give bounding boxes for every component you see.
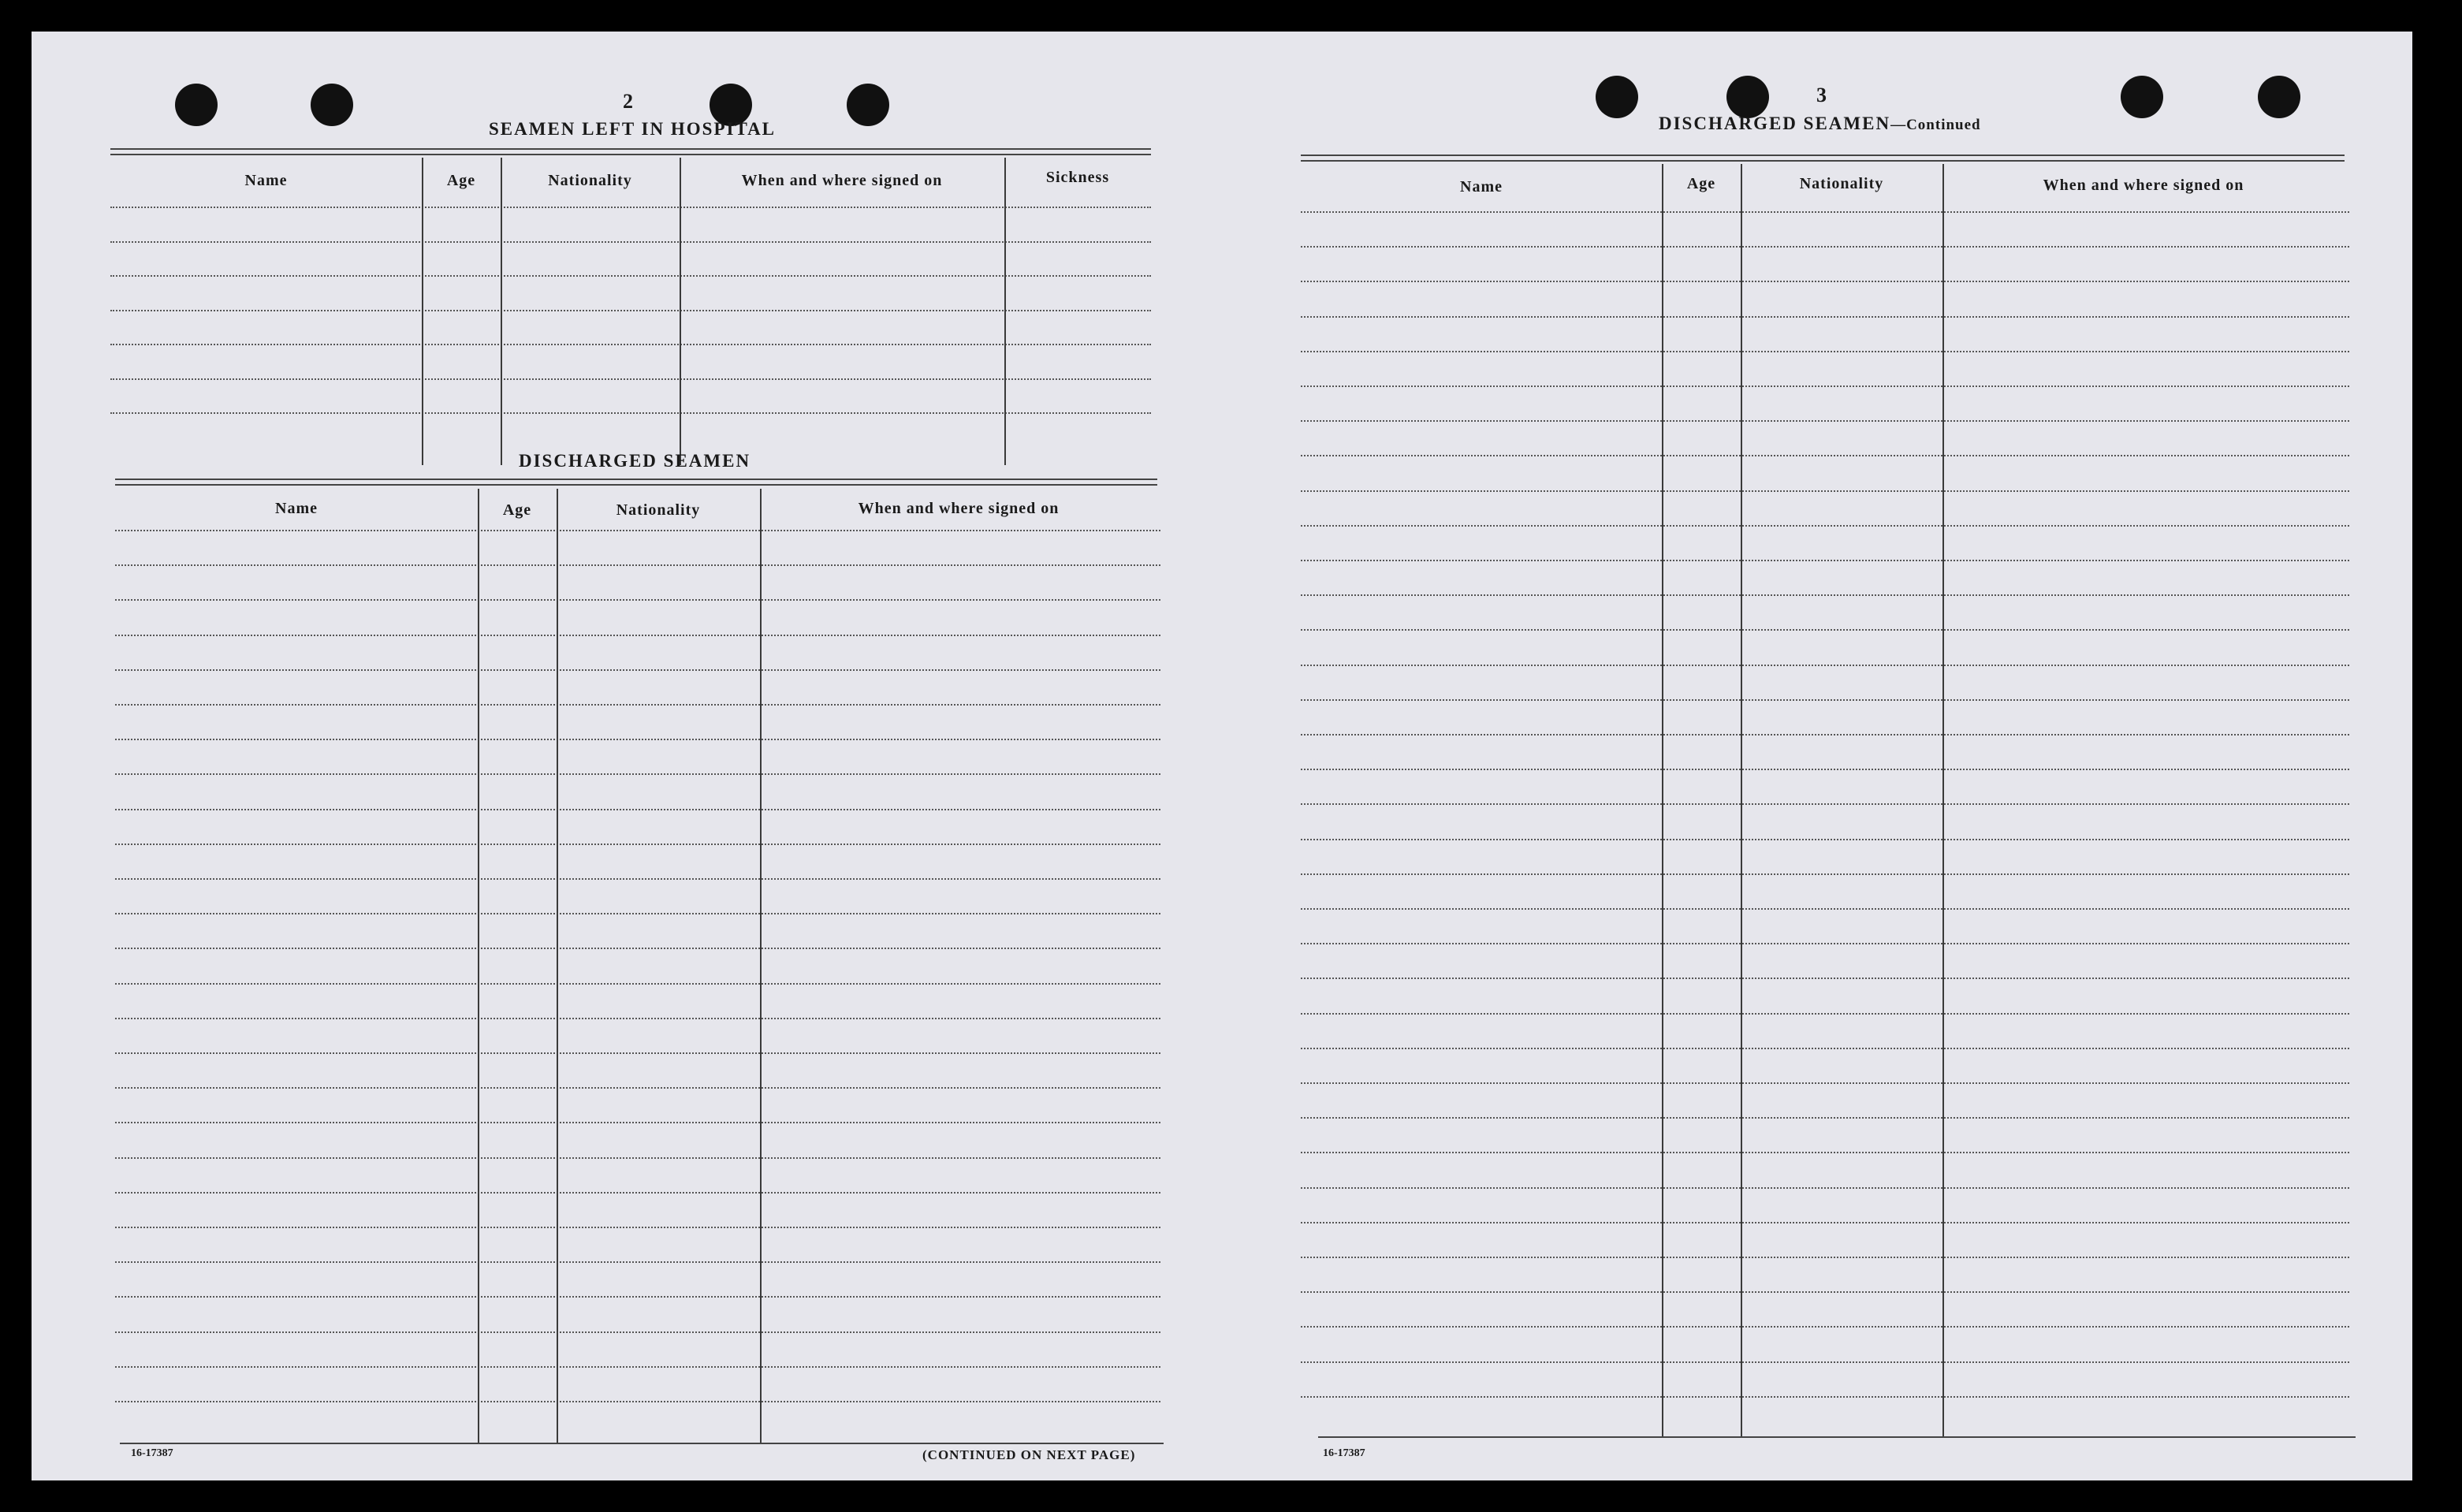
left-form-page	[32, 32, 1230, 1480]
blank-entry-line	[1301, 699, 2349, 701]
blank-entry-line	[1301, 316, 2349, 318]
blank-entry-line	[115, 983, 1160, 985]
blank-entry-line	[1301, 734, 2349, 736]
column-divider	[557, 489, 558, 1443]
blank-entry-line	[115, 1296, 1160, 1298]
blank-entry-line	[115, 1331, 1160, 1333]
punch-hole	[1596, 76, 1638, 118]
blank-entry-line	[1301, 1326, 2349, 1328]
blank-entry-line	[115, 739, 1160, 740]
blank-entry-line	[1301, 665, 2349, 666]
column-header-name: Name	[1460, 178, 1503, 196]
blank-entry-line	[1301, 246, 2349, 248]
blank-entry-line	[115, 564, 1160, 566]
blank-entry-line	[115, 1192, 1160, 1194]
right-form-page	[1220, 32, 2412, 1480]
blank-entry-line	[115, 635, 1160, 636]
blank-entry-line	[1301, 351, 2349, 352]
blank-entry-line	[1301, 594, 2349, 596]
blank-entry-line	[1301, 873, 2349, 875]
blank-entry-line	[1301, 1396, 2349, 1398]
page-number: 2	[623, 90, 633, 113]
blank-entry-line	[115, 844, 1160, 845]
column-header-nationality: Nationality	[548, 172, 632, 189]
blank-entry-line	[1301, 1222, 2349, 1223]
blank-entry-line	[1301, 525, 2349, 527]
blank-entry-line	[1301, 490, 2349, 492]
form-number: 16-17387	[1323, 1447, 1365, 1459]
blank-entry-line	[110, 275, 1151, 277]
column-header-sickness: Sickness	[1045, 169, 1110, 186]
blank-entry-line	[1301, 1013, 2349, 1015]
blank-entry-line	[115, 1052, 1160, 1054]
blank-entry-line	[1301, 839, 2349, 840]
column-divider	[680, 158, 681, 465]
table-top-rule	[1301, 160, 2345, 162]
blank-entry-line	[115, 1227, 1160, 1228]
blank-entry-line	[1301, 629, 2349, 631]
blank-entry-line	[115, 913, 1160, 914]
table-top-rule	[110, 148, 1151, 150]
column-divider	[422, 158, 423, 465]
blank-entry-line	[115, 1087, 1160, 1089]
title-main: DISCHARGED SEAMEN	[1659, 114, 1891, 133]
blank-entry-line	[115, 1018, 1160, 1019]
blank-entry-line	[115, 669, 1160, 671]
column-header-age: Age	[1686, 175, 1716, 192]
blank-entry-line	[110, 344, 1151, 345]
table-top-rule	[115, 479, 1157, 480]
column-header-age: Age	[446, 172, 476, 189]
blank-entry-line	[115, 1401, 1160, 1402]
blank-entry-line	[1301, 1187, 2349, 1189]
form-number: 16-17387	[131, 1447, 173, 1459]
column-header-name: Name	[244, 172, 288, 189]
blank-entry-line	[1301, 560, 2349, 561]
blank-entry-line	[110, 412, 1151, 414]
blank-entry-line	[1301, 1291, 2349, 1293]
column-divider	[1662, 164, 1663, 1436]
discharged-continued-title	[1659, 114, 1981, 134]
table-top-rule	[1301, 155, 2345, 156]
column-divider	[760, 489, 762, 1443]
blank-entry-line	[1301, 943, 2349, 944]
blank-entry-line	[1301, 385, 2349, 387]
blank-entry-line	[110, 378, 1151, 380]
blank-entry-line	[115, 773, 1160, 775]
column-divider	[1942, 164, 1944, 1436]
blank-entry-line	[115, 1122, 1160, 1123]
title-suffix: —Continued	[1890, 117, 1981, 133]
blank-entry-line	[1301, 420, 2349, 422]
punch-hole	[311, 84, 353, 126]
punch-hole	[2258, 76, 2300, 118]
blank-entry-line	[115, 704, 1160, 706]
blank-entry-line	[1301, 1117, 2349, 1119]
column-divider	[1004, 158, 1006, 465]
discharged-table-title: DISCHARGED SEAMEN	[519, 451, 751, 471]
punch-hole	[175, 84, 218, 126]
blank-entry-line	[110, 310, 1151, 311]
column-header-name: Name	[275, 500, 318, 517]
column-header-signed-on: When and where signed on	[858, 500, 1060, 517]
punch-hole	[2121, 76, 2163, 118]
blank-entry-line	[115, 948, 1160, 949]
blank-entry-line	[115, 1157, 1160, 1159]
table-top-rule	[115, 484, 1157, 486]
blank-entry-line	[1301, 978, 2349, 979]
punch-hole	[1726, 76, 1769, 118]
blank-entry-line	[1301, 1257, 2349, 1258]
blank-entry-line	[110, 241, 1151, 243]
blank-entry-line	[110, 207, 1151, 208]
blank-entry-line	[1301, 455, 2349, 456]
blank-entry-line	[115, 599, 1160, 601]
page-number: 3	[1816, 84, 1827, 106]
column-divider	[501, 158, 502, 465]
column-divider	[1741, 164, 1742, 1436]
blank-entry-line	[1301, 908, 2349, 910]
column-divider	[478, 489, 479, 1443]
table-top-rule	[110, 154, 1151, 155]
blank-entry-line	[1301, 1361, 2349, 1363]
table-bottom-rule	[120, 1443, 1164, 1444]
blank-entry-line	[115, 1261, 1160, 1263]
column-header-nationality: Nationality	[616, 501, 701, 519]
blank-entry-line	[1301, 803, 2349, 805]
continued-note: (CONTINUED ON NEXT PAGE)	[922, 1447, 1136, 1462]
column-header-signed-on: When and where signed on	[741, 172, 943, 189]
blank-entry-line	[115, 809, 1160, 810]
column-header-age: Age	[502, 501, 532, 519]
hospital-table-title: SEAMEN LEFT IN HOSPITAL	[489, 119, 777, 139]
column-header-signed-on: When and where signed on	[2043, 177, 2244, 194]
punch-hole	[847, 84, 889, 126]
blank-entry-line	[1301, 1152, 2349, 1153]
blank-entry-line	[1301, 769, 2349, 770]
blank-entry-line	[115, 1366, 1160, 1368]
table-bottom-rule	[1318, 1436, 2356, 1438]
column-header-nationality: Nationality	[1799, 175, 1884, 192]
blank-entry-line	[1301, 1082, 2349, 1084]
blank-entry-line	[1301, 1048, 2349, 1049]
blank-entry-line	[1301, 211, 2349, 213]
blank-entry-line	[1301, 281, 2349, 282]
blank-entry-line	[115, 530, 1160, 531]
blank-entry-line	[115, 878, 1160, 880]
